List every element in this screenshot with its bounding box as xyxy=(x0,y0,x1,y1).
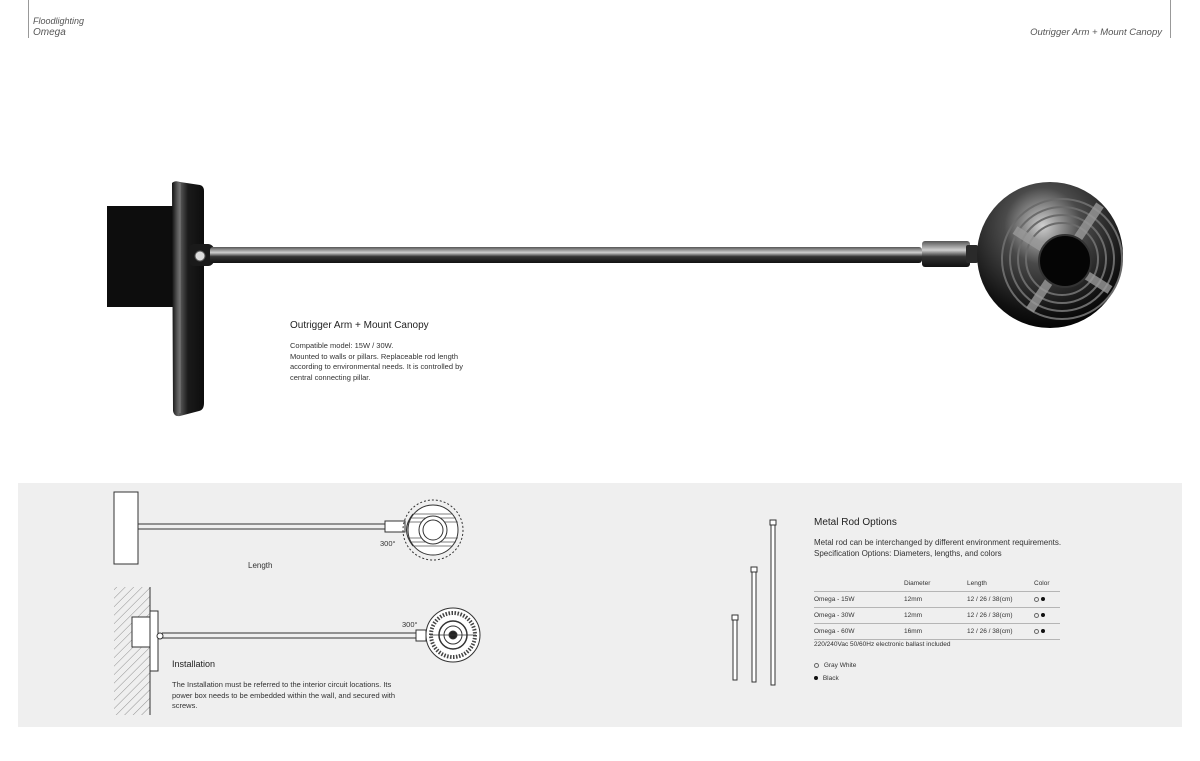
rod-long xyxy=(771,523,775,685)
cell-model: Omega - 30W xyxy=(814,608,904,624)
header-category: Floodlighting xyxy=(33,16,85,26)
black-swatch xyxy=(1041,629,1045,633)
black-swatch xyxy=(1041,597,1045,601)
mount-canopy-plate xyxy=(172,181,204,416)
hero-description xyxy=(290,341,510,383)
table-row xyxy=(814,592,1060,608)
cell-color xyxy=(1034,592,1060,608)
metal-rod-options-illustration xyxy=(725,515,785,690)
cell-diameter: 16mm xyxy=(904,624,967,640)
table-header-row xyxy=(814,578,1060,592)
rod-collar xyxy=(922,241,970,267)
metal-rod-line: Metal rod can be interchanged by different environment requirements. xyxy=(814,538,1062,547)
floodlight-head xyxy=(977,182,1123,328)
spec-table xyxy=(814,578,1060,640)
ballast-note: 220/240Vac 50/60Hz electronic ballast included xyxy=(814,641,951,648)
outrigger-rod xyxy=(210,247,922,263)
header-left-rule xyxy=(28,0,29,38)
wall-section xyxy=(114,587,150,715)
cell-model: Omega - 15W xyxy=(814,592,904,608)
cell-color xyxy=(1034,624,1060,640)
metal-rod-line: Specification Options: Diameters, lengths, and colors xyxy=(814,548,1002,558)
col-color: Color xyxy=(1034,580,1050,587)
legend-label: Gray White xyxy=(823,662,857,669)
gray-white-swatch xyxy=(1034,613,1039,618)
black-dot-icon xyxy=(814,676,818,680)
hero-title: Outrigger Arm + Mount Canopy xyxy=(290,320,429,331)
length-label: Length xyxy=(248,561,273,570)
cell-diameter: 12mm xyxy=(904,592,967,608)
rod-short xyxy=(733,618,737,680)
installation-line: screws. xyxy=(172,701,198,710)
gray-white-swatch xyxy=(1034,597,1039,602)
table-row xyxy=(814,624,1060,640)
legend-black xyxy=(814,675,839,682)
gray-white-dot-icon xyxy=(814,663,819,668)
cell-length: 12 / 26 / 38(cm) xyxy=(967,592,1034,608)
installation-angle-label: 300° xyxy=(402,620,418,629)
header-product: Omega xyxy=(33,27,66,38)
table-row xyxy=(814,608,1060,624)
header-right-rule xyxy=(1170,0,1171,38)
hero-line: according to environmental needs. It is controlled by xyxy=(290,362,464,371)
length-angle-label: 300° xyxy=(380,539,396,548)
legend-gray-white xyxy=(814,662,856,669)
gray-white-swatch xyxy=(1034,629,1039,634)
cell-length: 12 / 26 / 38(cm) xyxy=(967,608,1034,624)
metal-rod-title: Metal Rod Options xyxy=(814,517,897,528)
metal-rod-description xyxy=(814,538,1114,559)
installation-line: power box needs to be embedded within the wall, and secured with xyxy=(172,690,396,700)
outrigger-arm-illustration xyxy=(100,175,1140,425)
cell-color xyxy=(1034,608,1060,624)
hero-line: Mounted to walls or pillars. Replaceable rod length xyxy=(290,351,459,361)
installation-line: The Installation must be referred to the interior circuit locations. Its xyxy=(172,680,392,689)
header-page-title: Outrigger Arm + Mount Canopy xyxy=(1030,27,1162,38)
col-model xyxy=(814,578,904,592)
cell-diameter: 12mm xyxy=(904,608,967,624)
col-diameter: Diameter xyxy=(904,580,931,587)
hero-line: central connecting pillar. xyxy=(290,372,371,382)
cell-model: Omega - 60W xyxy=(814,624,904,640)
installation-description xyxy=(172,680,432,712)
col-length: Length xyxy=(967,580,987,587)
black-swatch xyxy=(1041,613,1045,617)
rod-medium xyxy=(752,570,756,682)
legend-label: Black xyxy=(822,675,839,682)
mount-box xyxy=(107,206,177,307)
installation-title: Installation xyxy=(172,659,216,669)
installation-head xyxy=(426,608,480,662)
cell-length: 12 / 26 / 38(cm) xyxy=(967,624,1034,640)
length-diagram xyxy=(110,488,470,573)
hero-line: Compatible model: 15W / 30W. xyxy=(290,341,394,350)
